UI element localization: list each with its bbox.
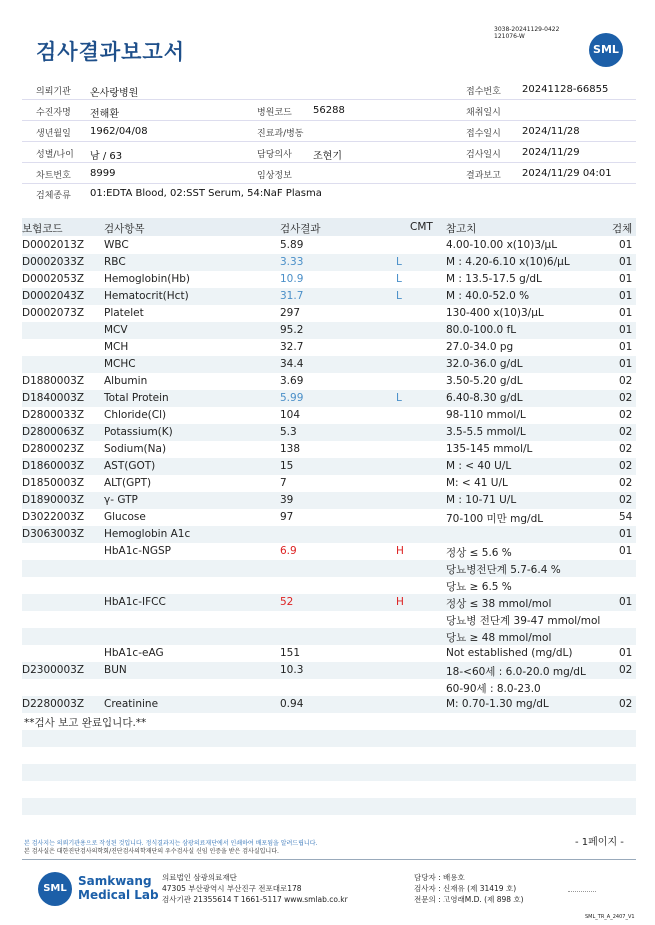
cell-code: D1860003Z (22, 460, 85, 472)
page-number: - 1페이지 - (575, 837, 624, 848)
cell-cmt: L (396, 392, 402, 404)
footer-note-2: 본 검사실은 대한진단검사의학회/진단검사의학재단의 우수검사실 신임 인증을 받은 검사실입니다. (24, 848, 279, 855)
info-label: 채취일시 (466, 108, 501, 118)
cell-spc: 02 (619, 375, 633, 387)
cell-spc: 01 (619, 324, 633, 336)
cell-result: 39 (280, 494, 294, 506)
info-value: 전해환 (90, 109, 119, 120)
cell-spc: 01 (619, 647, 633, 659)
cell-spc: 02 (619, 477, 633, 489)
report-codes (494, 26, 559, 40)
cell-ref: 135-145 mmol/L (446, 443, 533, 455)
cell-item: Platelet (104, 307, 144, 319)
header-cmt: CMT (410, 221, 433, 233)
table-row (22, 424, 636, 441)
table-row (22, 322, 636, 339)
cell-spc: 01 (619, 256, 633, 268)
cell-item: Hemoglobin(Hb) (104, 273, 191, 285)
cell-result: 95.2 (280, 324, 304, 336)
info-value: 1962/04/08 (90, 126, 148, 137)
cell-item: Hematocrit(Hct) (104, 290, 189, 302)
info-row (22, 122, 636, 142)
cell-spc: 02 (619, 460, 633, 472)
cell-cmt: L (396, 290, 402, 302)
info-label: 검사일시 (466, 150, 501, 160)
info-row (22, 80, 636, 100)
brand-name (78, 874, 159, 902)
cell-result: 138 (280, 443, 301, 455)
cell-spc: 01 (619, 545, 633, 557)
header-result: 검사결과 (280, 223, 321, 235)
table-row (22, 509, 636, 526)
cell-result: 5.99 (280, 392, 304, 404)
cell-ref: M : 10-71 U/L (446, 494, 517, 506)
signature-mark (568, 884, 596, 892)
cell-item: Chloride(Cl) (104, 409, 167, 421)
cell-code: D2280003Z (22, 698, 85, 710)
footer-note-1: 본 검사지는 의뢰기관용으로 작성된 것입니다. 정식결과지는 삼광의료재단에서 인쇄하여 배포됨을 알려드립니다. (24, 840, 318, 847)
table-row (22, 577, 636, 594)
cell-code: D1840003Z (22, 392, 85, 404)
header-code: 보험코드 (22, 223, 63, 235)
cell-result: 104 (280, 409, 301, 421)
table-row (22, 526, 636, 543)
cell-item: HbA1c-NGSP (104, 545, 171, 557)
info-value: 조현기 (313, 151, 342, 162)
table-row (22, 356, 636, 373)
report-title: 검사결과보고서 (36, 40, 186, 64)
cell-result: 297 (280, 307, 301, 319)
cell-ref: 3.5-5.5 mmol/L (446, 426, 526, 438)
cell-item: MCHC (104, 358, 136, 370)
cell-code: D0002053Z (22, 273, 85, 285)
cell-cmt: H (396, 545, 404, 557)
cell-result: 3.69 (280, 375, 304, 387)
table-row (22, 628, 636, 645)
info-label: 접수번호 (466, 87, 501, 97)
header-item: 검사항목 (104, 223, 145, 235)
table-row (22, 373, 636, 390)
header-specimen: 검체 (612, 223, 633, 235)
cell-item: HbA1c-IFCC (104, 596, 166, 608)
info-value: 남 / 63 (90, 151, 123, 162)
info-value: 8999 (90, 168, 116, 179)
cell-spc: 54 (619, 511, 633, 523)
results-table-header (22, 218, 636, 236)
table-row (22, 390, 636, 407)
cell-ref: Not established (mg/dL) (446, 647, 573, 659)
table-row (22, 696, 636, 713)
cell-item: Albumin (104, 375, 148, 387)
staff-line: 검사자 : 신재유 (제 31419 호) (414, 884, 517, 893)
table-row (22, 254, 636, 271)
cell-item: γ- GTP (104, 494, 138, 506)
cell-item: Creatinine (104, 698, 159, 710)
cell-result: 151 (280, 647, 301, 659)
staff-block (414, 872, 524, 905)
cell-result: 10.9 (280, 273, 304, 285)
cell-code: D0002033Z (22, 256, 85, 268)
cell-ref: M : < 40 U/L (446, 460, 512, 472)
table-row (22, 458, 636, 475)
cell-ref: 27.0-34.0 pg (446, 341, 514, 353)
cell-item: MCH (104, 341, 129, 353)
table-row (22, 237, 636, 254)
cell-code: D1890003Z (22, 494, 85, 506)
cell-ref: 70-100 미만 mg/dL (446, 513, 544, 525)
brand-line-1: Samkwang (78, 874, 152, 888)
info-label: 의뢰기관 (36, 87, 71, 97)
cell-ref: M : 4.20-6.10 x(10)6/μL (446, 256, 570, 268)
staff-line: 전문의 : 고영래M.D. (제 898 호) (414, 895, 524, 904)
cell-ref: 3.50-5.20 g/dL (446, 375, 523, 387)
cell-result: 52 (280, 596, 294, 608)
table-row (22, 713, 636, 730)
cell-spc: 02 (619, 409, 633, 421)
info-value: 01:EDTA Blood, 02:SST Serum, 54:NaF Plasma (90, 188, 322, 199)
cell-result: 3.33 (280, 256, 304, 268)
cell-result: 10.3 (280, 664, 304, 676)
table-row (22, 764, 636, 781)
cell-spc: 02 (619, 443, 633, 455)
table-row (22, 339, 636, 356)
cell-result: 32.7 (280, 341, 304, 353)
cell-result: 97 (280, 511, 294, 523)
cell-cmt: L (396, 273, 402, 285)
info-value: 20241128-66855 (522, 84, 609, 95)
cell-spc: 01 (619, 239, 633, 251)
cell-ref: 정상 ≤ 38 mmol/mol (446, 598, 552, 610)
cell-ref: M: 0.70-1.30 mg/dL (446, 698, 549, 710)
table-row (22, 475, 636, 492)
cell-spc: 01 (619, 307, 633, 319)
info-row (22, 164, 636, 184)
table-row (22, 492, 636, 509)
cell-ref: 정상 ≤ 5.6 % (446, 547, 512, 559)
cell-ref: 80.0-100.0 fL (446, 324, 517, 336)
info-value: 2024/11/29 04:01 (522, 168, 612, 179)
footer-notes (24, 840, 317, 856)
cell-spc: 01 (619, 528, 633, 540)
table-row (22, 441, 636, 458)
info-value: 2024/11/28 (522, 126, 580, 137)
table-row (22, 560, 636, 577)
table-row (22, 798, 636, 815)
table-row (22, 730, 636, 747)
address-line: 검사기관 21355614 T 1661-5117 www.smlab.co.kr (162, 895, 348, 904)
cell-code: D0002073Z (22, 307, 85, 319)
cell-ref: 당뇨병전단계 5.7-6.4 % (446, 564, 561, 576)
table-row (22, 271, 636, 288)
cell-code: D2800033Z (22, 409, 85, 421)
cell-item: Glucose (104, 511, 146, 523)
cell-ref: M : 13.5-17.5 g/dL (446, 273, 542, 285)
table-row (22, 679, 636, 696)
cell-result: 31.7 (280, 290, 304, 302)
cell-ref: M: < 41 U/L (446, 477, 508, 489)
info-label: 수진자명 (36, 108, 71, 118)
cell-spc: 01 (619, 341, 633, 353)
address-line: 의료법인 삼광의료재단 (162, 873, 237, 882)
cell-item: AST(GOT) (104, 460, 156, 472)
info-label: 병원코드 (257, 108, 292, 118)
report-code-2: 121076-W (494, 33, 525, 40)
cell-result: 6.9 (280, 545, 297, 557)
info-row (22, 184, 636, 204)
cell-spc: 01 (619, 290, 633, 302)
info-label: 검체종류 (36, 191, 71, 201)
cell-spc: 02 (619, 664, 633, 676)
cell-ref: 당뇨병 전단계 39-47 mmol/mol (446, 615, 601, 627)
cell-spc: 02 (619, 698, 633, 710)
table-row (22, 645, 636, 662)
cell-item: MCV (104, 324, 128, 336)
info-label: 진료과/병동 (257, 129, 304, 139)
cell-code: D3063003Z (22, 528, 85, 540)
info-value: 온사랑병원 (90, 88, 139, 99)
cell-item: Potassium(K) (104, 426, 173, 438)
info-value: 2024/11/29 (522, 147, 580, 158)
cell-spc: 01 (619, 596, 633, 608)
sml-footer-logo-icon: SML (38, 872, 72, 906)
info-row (22, 101, 636, 121)
cell-ref: 130-400 x(10)3/μL (446, 307, 544, 319)
cell-item: Sodium(Na) (104, 443, 167, 455)
info-row (22, 143, 636, 163)
report-code-1: 3038-20241129-0422 (494, 26, 560, 33)
info-label: 임상정보 (257, 171, 292, 181)
cell-code: D2300003Z (22, 664, 85, 676)
info-label: 생년월일 (36, 129, 71, 139)
cell-code: D1880003Z (22, 375, 85, 387)
cell-result: 5.89 (280, 239, 304, 251)
cell-ref: 60-90세 : 8.0-23.0 (446, 683, 541, 695)
cell-code: D3022003Z (22, 511, 85, 523)
table-row (22, 594, 636, 611)
brand-line-2: Medical Lab (78, 888, 159, 902)
cell-item: RBC (104, 256, 126, 268)
cell-item: Hemoglobin A1c (104, 528, 191, 540)
cell-code: D0002043Z (22, 290, 85, 302)
cell-ref: 당뇨 ≥ 48 mmol/mol (446, 632, 552, 644)
cell-result: 7 (280, 477, 287, 489)
cell-item: BUN (104, 664, 127, 676)
cell-item: WBC (104, 239, 129, 251)
cell-cmt: L (396, 256, 402, 268)
table-row (22, 407, 636, 424)
cell-item: ALT(GPT) (104, 477, 152, 489)
table-row (22, 305, 636, 322)
sml-logo-icon: SML (589, 33, 623, 67)
table-row (22, 747, 636, 764)
table-row (22, 662, 636, 679)
cell-ref: 당뇨 ≥ 6.5 % (446, 581, 512, 593)
info-label: 차트번호 (36, 171, 71, 181)
info-label: 접수일시 (466, 129, 501, 139)
footer-divider (22, 859, 636, 860)
cell-ref: M : 40.0-52.0 % (446, 290, 530, 302)
cell-item: HbA1c-eAG (104, 647, 164, 659)
cell-code: D2800063Z (22, 426, 85, 438)
cell-item: Total Protein (104, 392, 169, 404)
staff-line: 담당자 : 배용호 (414, 873, 465, 882)
cell-spc: 02 (619, 392, 633, 404)
info-value: 56288 (313, 105, 345, 116)
cell-result: 5.3 (280, 426, 297, 438)
cell-ref: 98-110 mmol/L (446, 409, 526, 421)
cell-cmt: H (396, 596, 404, 608)
cell-code: D1850003Z (22, 477, 85, 489)
cell-result: 15 (280, 460, 294, 472)
cell-code: D0002013Z (22, 239, 85, 251)
form-code: SML_TR_A_2407_V1 (585, 914, 635, 920)
report-complete-note: **검사 보고 완료입니다.** (24, 717, 147, 729)
cell-ref: 32.0-36.0 g/dL (446, 358, 523, 370)
cell-code: D2800023Z (22, 443, 85, 455)
cell-spc: 01 (619, 358, 633, 370)
cell-ref: 18-<60세 : 6.0-20.0 mg/dL (446, 666, 586, 678)
cell-spc: 02 (619, 494, 633, 506)
cell-spc: 01 (619, 273, 633, 285)
header-ref: 참고치 (446, 223, 477, 235)
table-row (22, 611, 636, 628)
table-row (22, 288, 636, 305)
address-line: 47305 부산광역시 부산진구 전포대로178 (162, 884, 302, 893)
cell-result: 0.94 (280, 698, 304, 710)
address-block (162, 872, 348, 905)
cell-result: 34.4 (280, 358, 304, 370)
info-label: 결과보고 (466, 171, 501, 181)
cell-ref: 4.00-10.00 x(10)3/μL (446, 239, 558, 251)
cell-spc: 02 (619, 426, 633, 438)
info-label: 담당의사 (257, 150, 292, 160)
info-label: 성별/나이 (36, 150, 74, 160)
table-row (22, 543, 636, 560)
table-row (22, 781, 636, 798)
cell-ref: 6.40-8.30 g/dL (446, 392, 523, 404)
